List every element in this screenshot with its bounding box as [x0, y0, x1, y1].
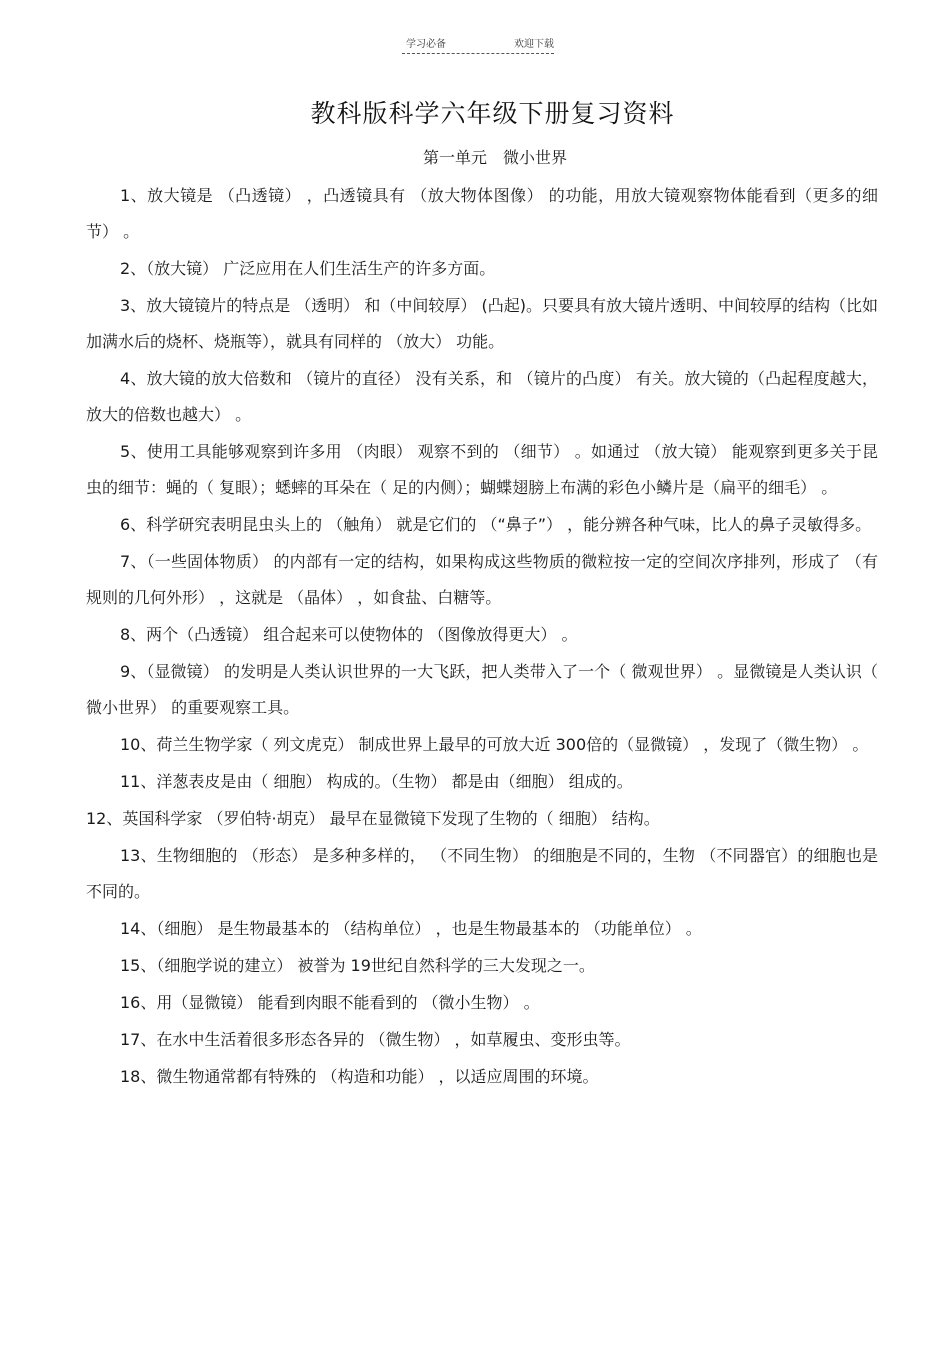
paragraph: 2、（放大镜） 广泛应用在人们生活生产的许多方面。 [120, 259, 496, 278]
paragraph: 10、荷兰生物学家（ 列文虎克） 制成世界上最早的可放大近 300倍的（显微镜） ，发现了（微生物） 。 [120, 735, 869, 754]
paragraph: 5、使用工具能够观察到许多用 （肉眼） 观察不到的 （细节） 。如通过 （放大镜） 能观察到更多关于昆虫的细节：蝇的（ 复眼）；蟋蟀的耳朵在（ 足的内侧）；蝴蝶翅膀上布满的彩色小鳞片是（扁平的细毛） 。 [86, 442, 878, 497]
paragraph: 14、（细胞） 是生物最基本的 （结构单位） ，也是生物最基本的 （功能单位） 。 [120, 919, 702, 938]
unit-title: 第一单元 微小世界 [422, 148, 567, 167]
paragraph: 13、生物细胞的 （形态） 是多种多样的， （不同生物） 的细胞是不同的，生物 （不同器官）的细胞也是不同的。 [86, 846, 878, 901]
paragraph: 17、在水中生活着很多形态各异的 （微生物） ，如草履虫、变形虫等。 [120, 1030, 631, 1049]
header-divider [402, 53, 554, 54]
paragraph: 15、（细胞学说的建立） 被誉为 19世纪自然科学的三大发现之一。 [120, 956, 595, 975]
page-header [402, 36, 554, 56]
paragraph: 9、（显微镜） 的发明是人类认识世界的一大飞跃，把人类带入了一个（ 微观世界） 。显微镜是人类认识（ 微小世界） 的重要观察工具。 [86, 662, 878, 717]
paragraph: 7、（一些固体物质） 的内部有一定的结构，如果构成这些物质的微粒按一定的空间次序排列，形成了 （有规则的几何外形） ，这就是 （晶体） ，如食盐、白糖等。 [86, 552, 878, 607]
paragraph: 6、科学研究表明昆虫头上的 （触角） 就是它们的 （“鼻子”） ，能分辨各种气味，比人的鼻子灵敏得多。 [120, 515, 872, 534]
paragraph: 4、放大镜的放大倍数和 （镜片的直径） 没有关系，和 （镜片的凸度） 有关。放大镜的（凸起程度越大，放大的倍数也越大） 。 [86, 369, 878, 424]
paragraph: 3、放大镜镜片的特点是 （透明） 和（中间较厚） (凸起)。只要具有放大镜片透明、中间较厚的结构（比如加满水后的烧杯、烧瓶等），就具有同样的 （放大） 功能。 [86, 296, 878, 351]
paragraph: 1、放大镜是 （凸透镜） ，凸透镜具有 （放大物体图像） 的功能，用放大镜观察物体能看到（更多的细节） 。 [86, 186, 878, 241]
paragraph: 16、用（显微镜） 能看到肉眼不能看到的 （微小生物） 。 [120, 993, 540, 1012]
paragraph: 18、微生物通常都有特殊的 （构造和功能） ，以适应周围的环境。 [120, 1067, 599, 1086]
header-right-text: 欢迎下载 [514, 39, 554, 50]
document-body [86, 178, 878, 1096]
paragraph: 11、洋葱表皮是由（ 细胞） 构成的。（生物） 都是由（细胞） 组成的。 [120, 772, 633, 791]
paragraph: 12、英国科学家 （罗伯特·胡克） 最早在显微镜下发现了生物的（ 细胞） 结构。 [86, 809, 660, 828]
document-title: 教科版科学六年级下册复习资料 [310, 99, 675, 128]
header-left-text: 学习必备 [406, 39, 446, 50]
paragraph: 8、两个（凸透镜） 组合起来可以使物体的 （图像放得更大） 。 [120, 625, 578, 644]
